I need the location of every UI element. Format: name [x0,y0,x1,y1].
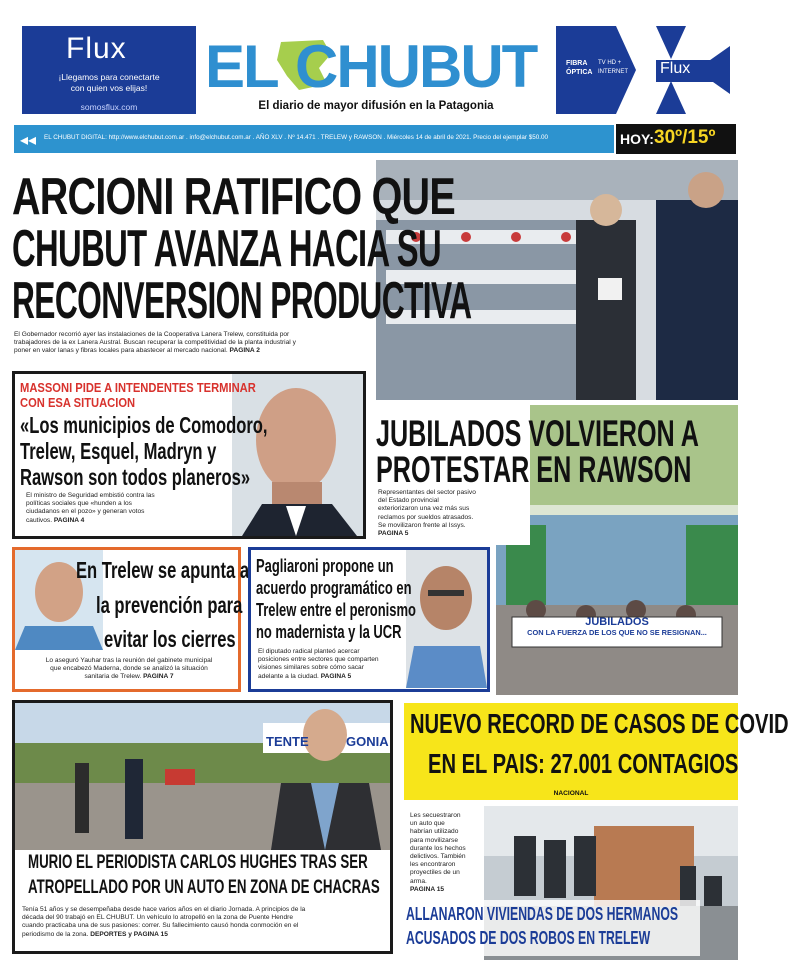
covid-headline-1[interactable]: NUEVO RECORD DE CASOS DE COVID [410,708,789,739]
flux-ad-url: somosflux.com [80,102,138,112]
trelew-headline-3[interactable]: evitar los cierres [104,626,236,652]
pagliaroni-body: El diputado radical planteó acercar posiciones entre sectores que comparten visiones similares sobre cómo sacar adelante a la ciudad. PAGINA 5 [258,648,379,680]
jubilados-banner-1: JUBILADOS [585,616,649,628]
massoni-photo [232,374,363,536]
massoni-headline-2[interactable]: Trelew, Esquel, Madryn y [20,438,217,464]
logo-chubut: CHUBUT [295,33,537,100]
flux-brand: Flux [66,32,127,65]
trelew-body: Lo aseguró Yauhar tras la reunión del gabinete municipal que encabezó Maderna, donde se analizó la situación sanitaria de Trelew. PAGINA 7 [45,657,213,681]
massoni-body: El ministro de Seguridad embistió contra las políticas sociales que «hunden a los ciudadanos en el pozo» y generan votos cautivos. PAGINA 4 [26,492,155,524]
man-portrait-image [232,374,363,536]
flux-right-optica: ÓPTICA [566,69,593,76]
edition-info: EL CHUBUT DIGITAL: http://www.elchubut.com.ar . info@elchubut.com.ar . AÑO XLV . Nº 14.471 . TRELEW y RAWSON . Miércoles 14 de abril de 2021. Precio del ejemplar $50.00 [44,134,549,141]
flux-right-brand: Flux [660,60,691,77]
allanaron-headline-1[interactable]: ALLANARON VIVIENDAS DE DOS HERMANOS [406,904,679,924]
hughes-headline-1[interactable]: MURIO EL PERIODISTA CARLOS HUGHES TRAS SER [28,852,368,873]
accident-scene-image [15,703,390,850]
allanaron-page: PAGINA 15 [410,885,445,893]
lead-body: El Gobernador recorrió ayer las instalaciones de la Cooperativa Lanera Trelew, constituida por trabajadores de la ex Lanera Austral. Buscan recuperar la competitividad de la planta industrial y poner en valor lanas y fibras locales para abastecer al mercado nacional. PAGINA 2 [14,331,296,355]
massoni-headline-1[interactable]: «Los municipios de Comodoro, [20,412,268,438]
hughes-body: Tenía 51 años y se desempeñaba desde hace varios años en el diario Jornada. A principios de la década del 90 trabajó en EL CHUBUT. Un vehículo lo atropelló en la zona de Puente Hendre cuando practicaba una de sus pasiones: correr. Su fallecimiento causó honda conmoción en el periodismo de la zona. DEPORTES y PAGINA 15 [22,906,306,938]
covid-headline-2[interactable]: EN EL PAIS: 27.001 CONTAGIOS [428,748,739,779]
hughes-headline-2[interactable]: ATROPELLADO POR UN AUTO EN ZONA DE CHACRAS [28,877,380,898]
pagliaroni-headline-1[interactable]: Pagliaroni propone un [256,556,394,576]
flux-right-internet: INTERNET [598,69,628,75]
massoni-page: PAGINA 4 [53,516,85,524]
weather-value: 30º/15º [654,127,716,148]
man-glasses-image [406,550,487,688]
flux-right-tv: TV HD + [598,60,622,66]
hughes-sign-right: GONIA [346,734,389,749]
massoni-kicker-2: CON ESA SITUACION [20,395,136,410]
lead-headline-1[interactable]: ARCIONI RATIFICO QUE [12,168,455,226]
pagliaroni-headline-3[interactable]: Trelew entre el peronismo [256,600,416,620]
covid-section: NACIONAL [553,790,589,797]
newspaper-logo[interactable] [203,33,549,100]
lead-headline-2[interactable]: CHUBUT AVANZA HACIA SU [12,220,441,278]
hughes-sign-left: TENTE [266,734,309,749]
trelew-headline-2[interactable]: la prevención para [96,592,243,618]
flux-ad-line1: ¡Llegamos para conectarte [58,72,160,82]
logo-el: EL [205,33,278,100]
tagline: El diario de mayor difusión en la Patagonia [258,100,494,112]
jubilados-banner-2: CON LA FUERZA DE LOS QUE NO SE RESIGNAN... [527,628,707,637]
jubilados-body: Representantes del sector pasivo del Estado provincial exteriorizaron una vez más sus reclamos por sueldos atrasados. Se movilizaron frente al Issys. PAGINA 5 [378,489,476,538]
flux-ad-line2: con quien vos elijas! [70,83,148,93]
trelew-page: PAGINA 7 [143,673,174,681]
pagliaroni-page: PAGINA 5 [320,672,352,680]
massoni-kicker-1: MASSONI PIDE A INTENDENTES TERMINAR [20,380,256,395]
pagliaroni-headline-4[interactable]: no madernista y la UCR [256,622,402,642]
allanaron-headline-2[interactable]: ACUSADOS DE DOS ROBOS EN TRELEW [406,928,651,948]
flux-ad-right[interactable] [556,26,730,114]
lead-headline-3[interactable]: RECONVERSION PRODUCTIVA [12,272,472,330]
lead-page: PAGINA 2 [229,347,260,355]
pagliaroni-headline-2[interactable]: acuerdo programático en [256,578,412,598]
flux-right-fibra: FIBRA [566,60,588,67]
hughes-photo [15,703,390,850]
hughes-page: DEPORTES y PAGINA 15 [90,930,168,938]
pagliaroni-photo [406,550,487,688]
jubilados-headline-1[interactable]: JUBILADOS VOLVIERON A [376,413,699,454]
jubilados-headline-2[interactable]: PROTESTAR EN RAWSON [376,449,692,490]
arrow-icon: ◂◂ [20,132,37,149]
massoni-headline-3[interactable]: Rawson son todos planeros» [20,464,251,490]
jubilados-page: PAGINA 5 [378,530,409,538]
weather-label: HOY: [620,131,654,147]
trelew-headline-1[interactable]: En Trelew se apunta a [76,557,250,583]
jubilados-banner [512,616,722,646]
flux-ad-left[interactable] [22,26,196,114]
allanaron-body: Les secuestraron un auto que habrían utilizado para movilizarse durante los hechos delictivos. También les encontraron proyectiles de un arma. PAGINA 15 [410,812,466,893]
